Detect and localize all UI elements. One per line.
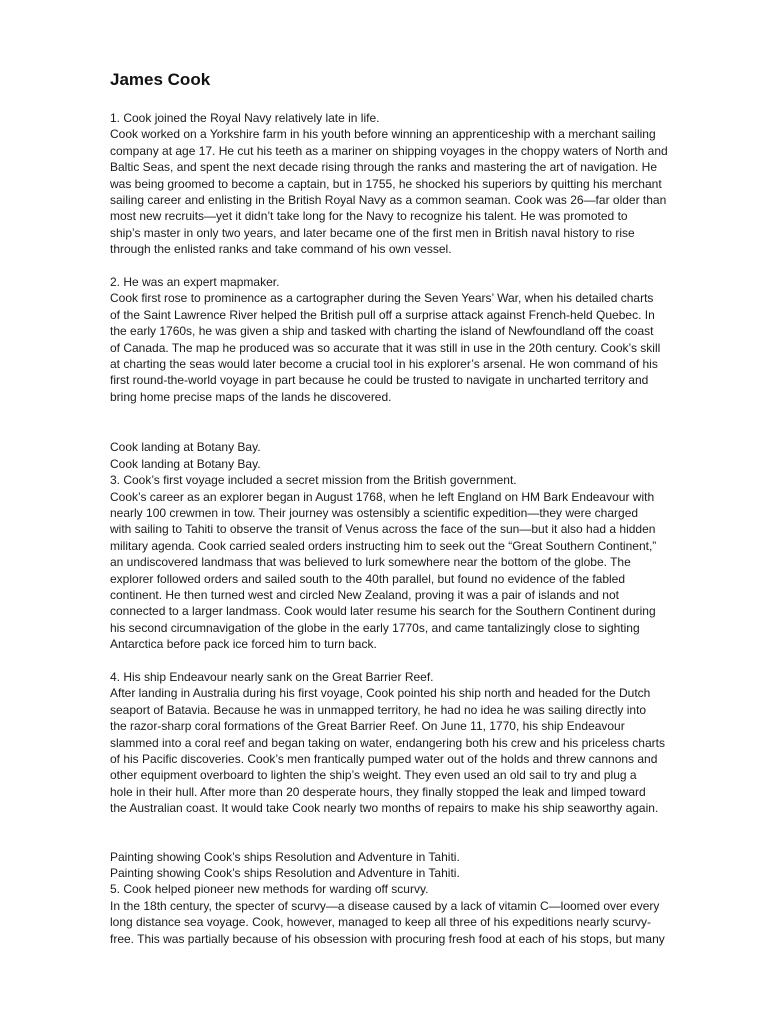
- image-caption: Cook landing at Botany Bay.: [110, 440, 261, 455]
- paragraph-line: through the enlisted ranks and take command of his own vessel.: [110, 242, 452, 257]
- paragraph-line: the razor-sharp coral formations of the Great Barrier Reef. On June 11, 1770, his ship Endeavour: [110, 719, 625, 734]
- paragraph-line: hole in their hull. After more than 20 desperate hours, they finally stopped the leak and limped toward: [110, 784, 646, 799]
- paragraph-line: at charting the seas would later become a crucial tool in his explorer’s arsenal. He won command of his: [110, 357, 658, 372]
- paragraph-line: slammed into a coral reef and began taking on water, endangering both his crew and his priceless charts: [110, 735, 665, 750]
- section-1: [110, 110, 710, 258]
- section-heading: 4. His ship Endeavour nearly sank on the Great Barrier Reef.: [110, 669, 434, 684]
- spacer: [110, 258, 710, 274]
- paragraph-line: of the Saint Lawrence River helped the British pull off a surprise attack against French-held Quebec. In: [110, 307, 655, 322]
- paragraph-line: bring home precise maps of the lands he discovered.: [110, 389, 392, 404]
- image-caption: Painting showing Cook’s ships Resolution and Adventure in Tahiti.: [110, 849, 460, 864]
- paragraph-line: of his Pacific discoveries. Cook’s men frantically pumped water out of the holds and threw cannons and: [110, 752, 658, 766]
- section-heading: 1. Cook joined the Royal Navy relatively late in life.: [110, 111, 380, 125]
- paragraph-line: explorer followed orders and sailed south to the 40th parallel, but found no evidence of the fabled: [110, 571, 626, 586]
- paragraph-line: other equipment overboard to lighten the ship’s weight. They even used an old sail to try and plug a: [110, 768, 637, 783]
- paragraph-line: most new recruits—yet it didn’t take long for the Navy to recognize his talent. He was promoted to: [110, 209, 628, 224]
- paragraph-line: connected to a larger landmass. Cook would later resume his search for the Southern Continent during: [110, 604, 656, 619]
- paragraph-line: sailing career and enlisting in the British Royal Navy as a common seaman. Cook was 26—far older than: [110, 193, 667, 208]
- paragraph-line: Cook worked on a Yorkshire farm in his youth before winning an apprenticeship with a merchant sailing: [110, 127, 656, 142]
- paragraph-line: Cook first rose to prominence as a cartographer during the Seven Years’ War, when his detailed charts: [110, 291, 654, 306]
- image-caption: Painting showing Cook’s ships Resolution and Adventure in Tahiti.: [110, 866, 460, 881]
- section-heading: 5. Cook helped pioneer new methods for warding off scurvy.: [110, 882, 429, 897]
- paragraph-line: seaport of Batavia. Because he was in unmapped territory, he had no idea he was sailing directly into: [110, 702, 647, 717]
- paragraph-line: Antarctica before pack ice forced him to turn back.: [110, 637, 377, 652]
- paragraph-line: company at age 17. He cut his teeth as a mariner on shipping voyages in the choppy waters of North and: [110, 143, 668, 158]
- paragraph-line: long distance sea voyage. Cook, however, managed to keep all three of his expeditions nearly scurvy-: [110, 915, 651, 930]
- paragraph-line: first round-the-world voyage in part because he could be trusted to navigate in uncharted territory and: [110, 373, 649, 388]
- paragraph-line: free. This was partially because of his obsession with procuring fresh food at each of his stops, but many: [110, 931, 665, 946]
- paragraph-line: military agenda. Cook carried sealed orders instructing him to seek out the “Great Southern Continent,”: [110, 538, 657, 553]
- paragraph-line: After landing in Australia during his first voyage, Cook pointed his ship north and headed for the Dutch: [110, 686, 651, 701]
- paragraph-line: Cook’s career as an explorer began in August 1768, when he left England on HM Bark Endeavour with: [110, 489, 655, 504]
- document-body: [110, 68, 710, 947]
- paragraph-line: nearly 100 crewmen in tow. Their journey was ostensibly a scientific expedition—they were charged: [110, 505, 639, 520]
- image-caption: Cook landing at Botany Bay.: [110, 456, 261, 471]
- paragraph-line: Baltic Seas, and spent the next decade rising through the ranks and mastering the art of navigation. He: [110, 160, 658, 175]
- section-5: [110, 849, 710, 947]
- paragraph-line: continent. He then turned west and circled New Zealand, proving it was a pair of islands and not: [110, 587, 619, 602]
- paragraph-line: In the 18th century, the specter of scurvy—a disease caused by a lack of vitamin C—loomed over every: [110, 898, 660, 913]
- section-4: [110, 669, 710, 817]
- spacer: [110, 405, 710, 439]
- paragraph-line: ship’s master in only two years, and later became one of the first men in British naval history to rise: [110, 225, 635, 240]
- spacer: [110, 653, 710, 669]
- section-3: [110, 439, 710, 652]
- paragraph-line: the early 1760s, he was given a ship and tasked with charting the island of Newfoundland off the coast: [110, 324, 654, 339]
- section-2: [110, 274, 710, 405]
- paragraph-line: with sailing to Tahiti to observe the transit of Venus across the face of the sun—but it also had a hidden: [110, 522, 656, 537]
- spacer: [110, 817, 710, 849]
- document-title: James Cook: [110, 70, 211, 89]
- paragraph-line: an undiscovered landmass that was believed to lurk somewhere near the bottom of the globe. The: [110, 555, 631, 570]
- paragraph-line: of Canada. The map he produced was so accurate that it was still in use in the 20th century. Cook’s skill: [110, 340, 661, 355]
- paragraph-line: his second circumnavigation of the globe in the early 1770s, and came tantalizingly close to sighting: [110, 620, 640, 635]
- paragraph-line: the Australian coast. It would take Cook nearly two months of repairs to make his ship seaworthy again.: [110, 801, 659, 816]
- section-heading: 3. Cook’s first voyage included a secret mission from the British government.: [110, 473, 517, 488]
- section-heading: 2. He was an expert mapmaker.: [110, 275, 280, 290]
- paragraph-line: was being groomed to become a captain, but in 1755, he shocked his superiors by quitting his merchant: [110, 176, 662, 191]
